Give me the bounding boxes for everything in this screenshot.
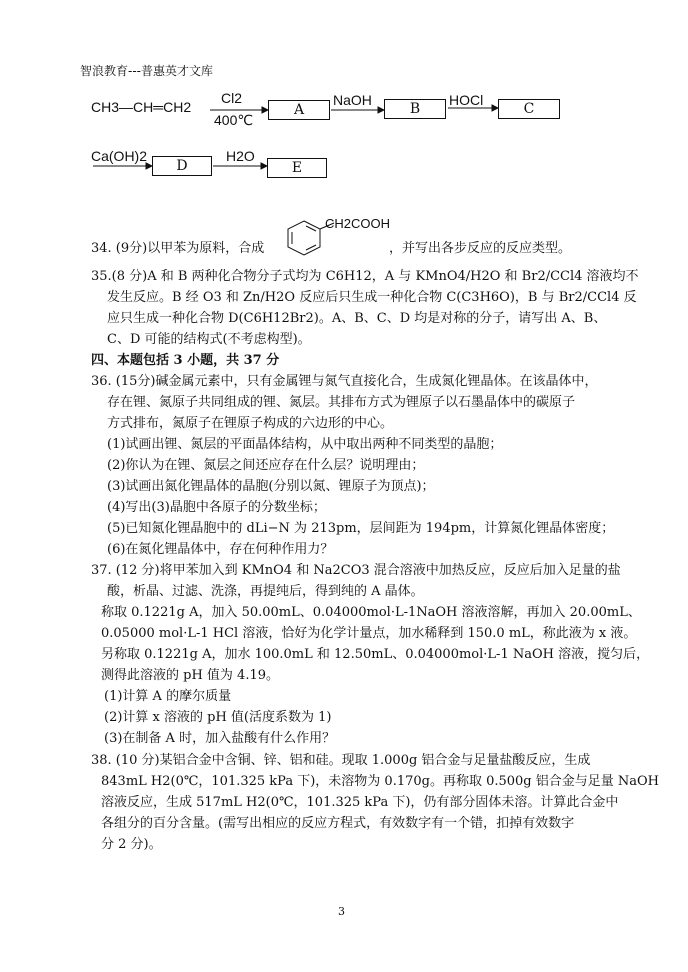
q36-item-2: (2)你认为在锂、氮层之间还应存在什么层？说明理由；	[107, 458, 425, 473]
q38-line-3: 溶液反应，生成 517mL H2(0℃，101.325 kPa 下)，仍有部分固体未溶。计算此合金中	[101, 795, 619, 810]
reagent-caoh2: Ca(OH)2	[91, 148, 148, 164]
section-4-heading: 四、本题包括 3 小题，共 37 分	[91, 353, 280, 368]
page-number: 3	[338, 905, 345, 918]
box-a: A	[268, 100, 330, 120]
q37-item-1: (1)计算 A 的摩尔质量	[104, 689, 232, 704]
q38-line-4: 各组分的百分含量。(需写出相应的反应方程式，有效数字有一个错，扣掉有效数字	[101, 816, 575, 831]
reagent-hocl: HOCl	[449, 92, 484, 108]
start-compound: CH3—CH═CH2	[91, 99, 192, 115]
q36-line-1: 36. (15分)碱金属元素中，只有金属锂与氮气直接化合，生成氮化锂晶体。在该晶体中，	[91, 374, 598, 389]
q36-item-4: (4)写出(3)晶胞中各原子的分数坐标；	[107, 500, 326, 515]
q37-item-2: (2)计算 x 溶液的 pH 值(活度系数为 1)	[104, 710, 332, 725]
reagent-naoh: NaOH	[333, 92, 372, 108]
q37-line-4: 0.05000 mol·L-1 HCl 溶液，恰好为化学计量点，加水稀释到 150.0 mL，称此液为 x 液。	[101, 626, 637, 641]
q34-text-part2: ，并写出各步反应的反应类型。	[389, 241, 572, 256]
q37-item-3: (3)在制备 A 时，加入盐酸有什么作用？	[104, 731, 336, 746]
box-c: C	[498, 99, 560, 119]
q38-line-1: 38. (10 分)某铝合金中含铜、锌、铝和硅。现取 1.000g 铝合金与足量盐酸反应，生成	[91, 753, 591, 768]
q36-item-6: (6)在氮化锂晶体中，存在何种作用力？	[107, 542, 334, 557]
q37-line-2: 酸，析晶、过滤、洗涤，再提纯后，得到纯的 A 晶体。	[107, 584, 424, 599]
box-b: B	[384, 99, 446, 119]
q36-item-5: (5)已知氮化锂晶胞中的 dLi−N 为 213pm，层间距为 194pm，计算氮化锂晶体密度；	[107, 521, 615, 536]
q37-line-1: 37. (12 分)将甲苯加入到 KMnO4 和 Na2CO3 混合溶液中加热反应，反应后加入足量的盐	[91, 563, 621, 578]
condition-400c: 400℃	[214, 112, 254, 128]
q35-line-2: 发生反应。B 经 O3 和 Zn/H2O 反应后只生成一种化合物 C(C3H6O)，B 与 Br2/CCl4 反	[107, 290, 637, 305]
q37-line-5: 另称取 0.1221g A，加水 100.0mL 和 12.50mL、0.04000mol·L-1 NaOH 溶液，搅匀后，	[101, 647, 650, 662]
q34-text-part1: 34. (9分)以甲苯为原料，合成	[91, 241, 265, 256]
q35-line-3: 应只生成一种化合物 D(C6H12Br2)。A、B、C、D 均是对称的分子，请写出 A、B、	[107, 311, 607, 326]
reagent-h2o: H2O	[226, 148, 255, 164]
box-d: D	[152, 156, 212, 176]
q35-line-4: C、D 可能的结构式(不考虑构型)。	[107, 332, 311, 347]
q36-line-2: 存在锂、氮原子共同组成的锂、氮层。其排布方式为锂原子以石墨晶体中的碳原子	[107, 395, 576, 410]
q38-line-5: 分 2 分)。	[101, 837, 162, 852]
q36-line-3: 方式排布，氮原子在锂原子构成的六边形的中心。	[107, 416, 394, 431]
reagent-cl2: Cl2	[221, 90, 243, 106]
q36-item-3: (3)试画出氮化锂晶体的晶胞(分别以氮、锂原子为顶点)；	[107, 479, 435, 494]
q38-line-2: 843mL H2(0℃，101.325 kPa 下)，未溶物为 0.170g。再称取 0.500g 铝合金与足量 NaOH	[101, 774, 660, 789]
box-e: E	[267, 158, 327, 178]
q37-line-6: 测得此溶液的 pH 值为 4.19。	[101, 668, 280, 683]
q37-line-3: 称取 0.1221g A，加入 50.00mL、0.04000mol·L-1NaOH 溶液溶解，再加入 20.00mL、	[101, 605, 641, 620]
header: 智浪教育---普惠英才文库	[80, 64, 213, 78]
q35-line-1: 35.(8 分)A 和 B 两种化合物分子式均为 C6H12，A 与 KMnO4/H2O 和 Br2/CCl4 溶液均不	[91, 269, 639, 284]
ch2cooh-label: CH2COOH	[325, 216, 391, 231]
q36-item-1: (1)试画出锂、氮层的平面晶体结构，从中取出两种不同类型的晶胞；	[107, 437, 503, 452]
